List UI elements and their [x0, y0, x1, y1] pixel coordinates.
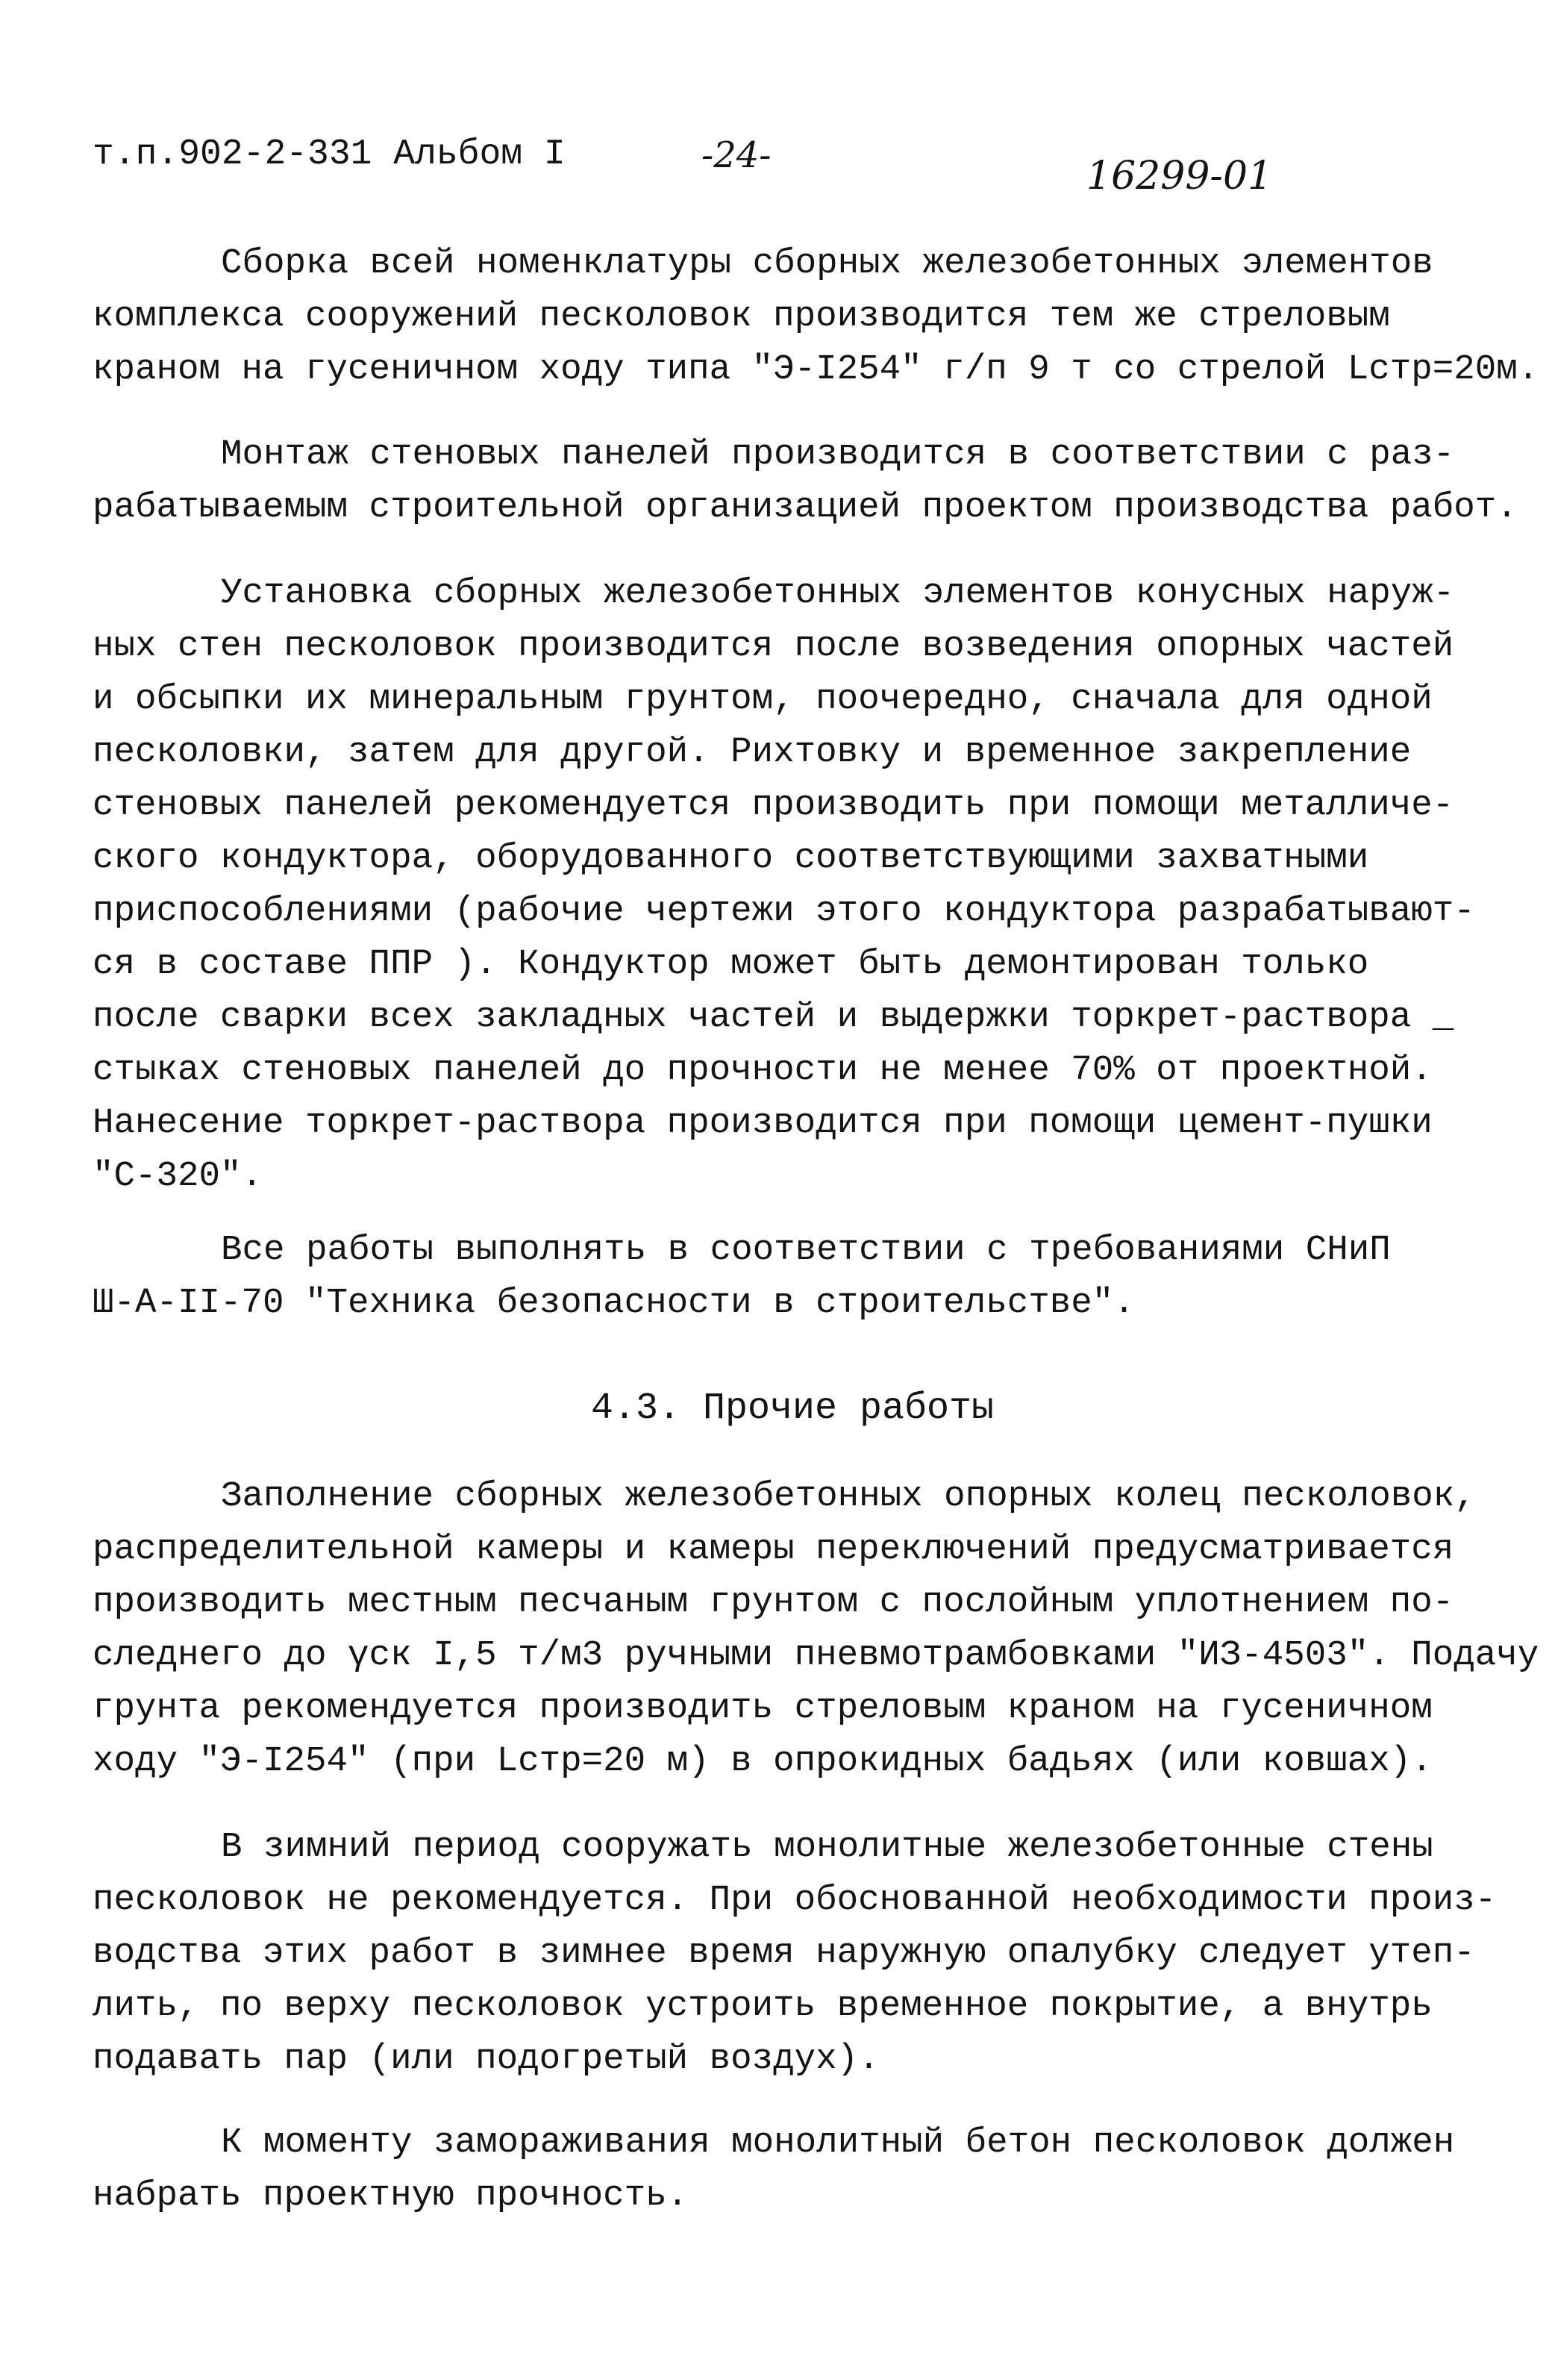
text-line: Нанесение торкрет-раствора производится при помощи цемент-пушки	[93, 1103, 1433, 1143]
text-line: "С-320".	[93, 1156, 263, 1196]
text-line: стеновых панелей рекомендуется производить при помощи металличе-	[93, 785, 1454, 825]
text-line: Заполнение сборных железобетонных опорных колец песколовок,	[221, 1476, 1476, 1517]
text-line: стыках стеновых панелей до прочности не менее 70% от проектной.	[93, 1050, 1433, 1090]
text-line: Установка сборных железобетонных элементов конусных наруж-	[221, 573, 1455, 613]
text-line: после сварки всех закладных частей и выдержки торкрет-раствора _	[93, 997, 1454, 1037]
text-line: Монтаж стеновых панелей производится в соответствии с раз-	[221, 434, 1455, 475]
text-line: следнего до γск I,5 т/м3 ручными пневмотрамбовками "ИЗ-4503". Подачу	[93, 1635, 1539, 1675]
document-reference: т.п.902-2-331 Альбом I	[93, 134, 566, 175]
text-line: Сборка всей номенклатуры сборных железобетонных элементов	[221, 243, 1433, 284]
paragraph-winter-works	[93, 1821, 1497, 2086]
text-line: грунта рекомендуется производить стреловым краном на гусеничном	[93, 1688, 1433, 1728]
text-line: приспособлениями (рабочие чертежи этого кондуктора разрабатывают-	[93, 891, 1475, 931]
page-number: -24-	[701, 134, 772, 176]
text-line: песколовки, затем для другой. Рихтовку и временное закрепление	[93, 732, 1412, 772]
text-line: водства этих работ в зимнее время наружную опалубку следует утеп-	[93, 1933, 1475, 1973]
paragraph-panel-mounting	[93, 428, 1518, 534]
text-line: краном на гусеничном ходу типа "Э-I254" г/п 9 т со стрелой Lстр=20м.	[93, 349, 1539, 390]
text-line: рабатываемым строительной организацией проектом производства работ.	[93, 487, 1518, 528]
text-line: ходу "Э-I254" (при Lстр=20 м) в опрокидных бадьях (или ковшах).	[93, 1741, 1433, 1781]
section-heading: 4.3. Прочие работы	[590, 1387, 995, 1430]
text-line: Ш-А-II-70 "Техника безопасности в строительстве".	[93, 1283, 1135, 1323]
paragraph-backfilling	[93, 1470, 1539, 1788]
inventory-number: 16299-01	[1086, 154, 1273, 199]
text-line: производить местным песчаным грунтом с послойным уплотнением по-	[93, 1582, 1454, 1622]
text-line: лить, по верху песколовок устроить временное покрытие, а внутрь	[93, 1986, 1433, 2026]
text-line: К моменту замораживания монолитный бетон песколовок должен	[221, 2123, 1455, 2163]
text-line: песколовок не рекомендуется. При обоснованной необходимости произ-	[93, 1880, 1497, 1920]
paragraph-crane-assembly	[93, 237, 1539, 396]
text-line: распределительной камеры и камеры переключений предусматривается	[93, 1529, 1454, 1570]
text-line: ся в составе ППР ). Кондуктор может быть демонтирован только	[93, 944, 1369, 984]
text-line: ского кондуктора, оборудованного соответствующими захватными	[93, 838, 1369, 878]
paragraph-cone-walls	[93, 567, 1492, 1203]
text-line: Все работы выполнять в соответствии с требованиями СНиП	[221, 1230, 1391, 1270]
paragraph-freezing-strength	[93, 2117, 1492, 2223]
text-line: подавать пар (или подогретый воздух).	[93, 2039, 880, 2079]
text-line: набрать проектную прочность.	[93, 2176, 689, 2216]
text-line: ных стен песколовок производится после возведения опорных частей	[93, 626, 1454, 666]
paragraph-safety-norms	[93, 1224, 1492, 1330]
text-line: и обсыпки их минеральным грунтом, поочередно, сначала для одной	[93, 679, 1433, 719]
text-line: В зимний период сооружать монолитные железобетонные стены	[221, 1827, 1433, 1867]
text-line: комплекса сооружений песколовок производится тем же стреловым	[93, 296, 1390, 337]
